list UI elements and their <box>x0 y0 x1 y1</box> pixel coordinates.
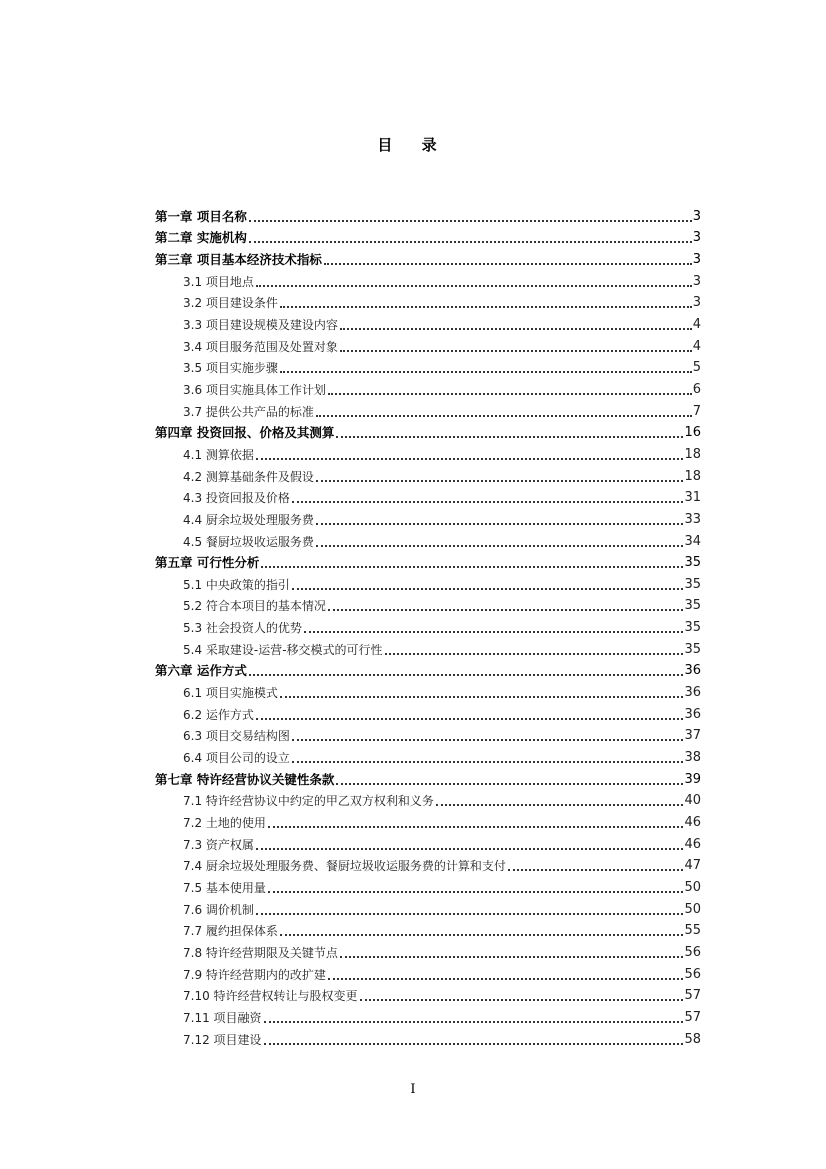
toc-entry-page: 57 <box>684 988 701 1004</box>
toc-section-entry[interactable] <box>155 594 701 616</box>
toc-section-entry[interactable] <box>155 1005 701 1027</box>
toc-entry-label: 7.7 履约担保体系 <box>183 924 278 939</box>
toc-entry-page: 3 <box>692 230 701 246</box>
dot-leader <box>264 1043 684 1045</box>
toc-entry-page: 18 <box>684 468 701 484</box>
toc-section-entry[interactable] <box>155 356 701 378</box>
toc-entry-page: 58 <box>684 1031 701 1047</box>
dot-leader <box>292 501 684 503</box>
toc-entry-page: 4 <box>692 316 701 332</box>
toc-entry-page: 33 <box>684 511 701 527</box>
dot-leader <box>256 848 684 850</box>
toc-section-entry[interactable] <box>155 615 701 637</box>
toc-section-entry[interactable] <box>155 919 701 941</box>
dot-leader <box>256 458 684 460</box>
toc-entry-page: 47 <box>684 858 701 874</box>
dot-leader <box>508 869 684 871</box>
dot-leader <box>249 674 684 676</box>
dot-leader <box>336 783 683 785</box>
toc-section-entry[interactable] <box>155 789 701 811</box>
toc-section-entry[interactable] <box>155 940 701 962</box>
toc-entry-page: 36 <box>684 706 701 722</box>
toc-entry-page: 35 <box>684 620 701 636</box>
table-of-contents <box>155 204 701 1049</box>
toc-entry-label: 6.1 项目实施模式 <box>183 686 278 701</box>
dot-leader <box>316 545 684 547</box>
toc-section-entry[interactable] <box>155 486 701 508</box>
dot-leader <box>280 934 684 936</box>
dot-leader <box>256 718 684 720</box>
toc-entry-page: 39 <box>684 771 701 787</box>
toc-section-entry[interactable] <box>155 745 701 767</box>
toc-entry-page: 38 <box>684 750 701 766</box>
toc-entry-page: 46 <box>684 836 701 852</box>
dot-leader <box>336 436 683 438</box>
toc-entry-page: 6 <box>692 381 701 397</box>
toc-entry-label: 第七章 特许经营协议关键性条款 <box>155 771 335 787</box>
toc-entry-label: 4.5 餐厨垃圾收运服务费 <box>183 534 314 549</box>
toc-entry-label: 3.5 项目实施步骤 <box>183 361 278 376</box>
toc-entry-label: 7.5 基本使用量 <box>183 881 266 895</box>
toc-entry-label: 7.8 特许经营期限及关键节点 <box>183 945 338 960</box>
toc-section-entry[interactable] <box>155 680 701 702</box>
dot-leader <box>256 285 692 287</box>
toc-chapter-entry[interactable] <box>155 421 701 443</box>
toc-entry-label: 第三章 项目基本经济技术指标 <box>155 251 322 267</box>
toc-chapter-entry[interactable] <box>155 551 701 573</box>
toc-section-entry[interactable] <box>155 854 701 876</box>
toc-entry-page: 50 <box>684 880 701 895</box>
dot-leader <box>385 653 684 655</box>
toc-section-entry[interactable] <box>155 529 701 551</box>
toc-section-entry[interactable] <box>155 702 701 724</box>
dot-leader <box>316 523 684 525</box>
toc-entry-page: 55 <box>684 923 701 939</box>
toc-entry-page: 18 <box>684 446 701 462</box>
toc-section-entry[interactable] <box>155 464 701 486</box>
toc-entry-page: 34 <box>684 533 701 549</box>
dot-leader <box>340 328 692 330</box>
toc-entry-label: 3.2 项目建设条件 <box>183 296 278 311</box>
dot-leader <box>328 609 684 611</box>
toc-section-entry[interactable] <box>155 399 701 421</box>
toc-section-entry[interactable] <box>155 637 701 659</box>
toc-entry-page: 3 <box>692 273 701 289</box>
toc-entry-label: 7.11 项目融资 <box>183 1010 262 1025</box>
toc-section-entry[interactable] <box>155 962 701 984</box>
toc-entry-label: 7.4 厨余垃圾处理服务费、餐厨垃圾收运服务费的计算和支付 <box>183 859 506 874</box>
dot-leader <box>292 739 684 741</box>
toc-entry-page: 4 <box>692 338 701 354</box>
toc-section-entry[interactable] <box>155 269 701 291</box>
toc-entry-label: 3.7 提供公共产品的标准 <box>183 404 314 419</box>
toc-chapter-entry[interactable] <box>155 767 701 789</box>
toc-entry-label: 4.4 厨余垃圾处理服务费 <box>183 512 314 527</box>
toc-entry-label: 3.6 项目实施具体工作计划 <box>183 382 326 397</box>
toc-entry-label: 3.3 项目建设规模及建设内容 <box>183 317 338 332</box>
toc-entry-page: 56 <box>684 966 701 982</box>
toc-entry-page: 57 <box>684 1009 701 1025</box>
dot-leader <box>268 891 684 893</box>
toc-section-entry[interactable] <box>155 810 701 832</box>
toc-chapter-entry[interactable] <box>155 204 701 226</box>
dot-leader <box>328 393 692 395</box>
toc-entry-label: 7.2 土地的使用 <box>183 816 266 831</box>
dot-leader <box>280 371 692 373</box>
toc-entry-page: 36 <box>684 685 701 701</box>
dot-leader <box>328 978 684 980</box>
dot-leader <box>292 588 684 590</box>
toc-section-entry[interactable] <box>155 1027 701 1049</box>
toc-entry-label: 7.6 调价机制 <box>183 902 254 917</box>
toc-title: 目 录 <box>377 136 449 154</box>
toc-section-entry[interactable] <box>155 897 701 919</box>
toc-entry-label: 5.1 中央政策的指引 <box>183 577 290 592</box>
dot-leader <box>316 480 684 482</box>
toc-entry-page: 3 <box>692 295 701 311</box>
toc-entry-label: 6.2 运作方式 <box>183 707 254 722</box>
toc-section-entry[interactable] <box>155 984 701 1006</box>
dot-leader <box>264 1021 684 1023</box>
toc-section-entry[interactable] <box>155 377 701 399</box>
dot-leader <box>261 566 683 568</box>
toc-entry-page: 37 <box>684 728 701 744</box>
toc-section-entry[interactable] <box>155 724 701 746</box>
dot-leader <box>304 631 684 633</box>
toc-entry-page: 35 <box>684 641 701 657</box>
toc-entry-page: 7 <box>692 403 701 419</box>
dot-leader <box>280 696 684 698</box>
toc-entry-label: 第四章 投资回报、价格及其测算 <box>155 425 335 441</box>
toc-entry-page: 3 <box>692 208 701 224</box>
toc-entry-page: 56 <box>684 944 701 960</box>
toc-entry-label: 7.3 资产权属 <box>183 837 254 852</box>
toc-chapter-entry[interactable] <box>155 247 701 269</box>
toc-entry-label: 5.4 采取建设-运营-移交模式的可行性 <box>183 642 383 657</box>
dot-leader <box>280 306 692 308</box>
toc-section-entry[interactable] <box>155 334 701 356</box>
toc-entry-label: 第一章 项目名称 <box>155 208 247 224</box>
toc-entry-page: 35 <box>684 555 701 571</box>
toc-entry-label: 3.4 项目服务范围及处置对象 <box>183 339 338 354</box>
dot-leader <box>360 999 684 1001</box>
toc-section-entry[interactable] <box>155 875 701 897</box>
toc-entry-label: 第六章 运作方式 <box>155 663 247 679</box>
dot-leader <box>340 350 692 352</box>
toc-entry-label: 4.1 测算依据 <box>183 447 254 462</box>
toc-entry-page: 40 <box>684 793 701 809</box>
toc-entry-page: 35 <box>684 598 701 614</box>
dot-leader <box>249 220 692 222</box>
toc-section-entry[interactable] <box>155 312 701 334</box>
toc-entry-label: 4.3 投资回报及价格 <box>183 491 290 506</box>
toc-chapter-entry[interactable] <box>155 659 701 681</box>
toc-section-entry[interactable] <box>155 572 701 594</box>
toc-entry-label: 第二章 实施机构 <box>155 230 247 246</box>
toc-section-entry[interactable] <box>155 442 701 464</box>
dot-leader <box>256 913 684 915</box>
toc-entry-label: 6.3 项目交易结构图 <box>183 729 290 744</box>
toc-entry-label: 5.2 符合本项目的基本情况 <box>183 599 326 614</box>
page-number: I <box>410 1082 416 1097</box>
toc-section-entry[interactable] <box>155 832 701 854</box>
dot-leader <box>316 415 692 417</box>
toc-entry-label: 5.3 社会投资人的优势 <box>183 621 302 636</box>
toc-entry-page: 3 <box>692 251 701 267</box>
toc-entry-label: 7.1 特许经营协议中约定的甲乙双方权利和义务 <box>183 794 434 809</box>
toc-entry-page: 46 <box>684 815 701 831</box>
dot-leader <box>249 241 692 243</box>
toc-section-entry[interactable] <box>155 507 701 529</box>
toc-entry-page: 5 <box>692 360 701 376</box>
dot-leader <box>340 956 684 958</box>
toc-entry-page: 50 <box>684 901 701 917</box>
dot-leader <box>268 826 684 828</box>
dot-leader <box>436 804 684 806</box>
toc-entry-page: 35 <box>684 576 701 592</box>
toc-entry-label: 7.10 特许经营权转让与股权变更 <box>183 989 358 1004</box>
dot-leader <box>324 263 692 265</box>
dot-leader <box>292 761 684 763</box>
toc-entry-page: 16 <box>684 425 701 441</box>
toc-chapter-entry[interactable] <box>155 226 701 248</box>
toc-entry-label: 6.4 项目公司的设立 <box>183 751 290 766</box>
toc-entry-label: 7.9 特许经营期内的改扩建 <box>183 967 326 982</box>
toc-entry-label: 3.1 项目地点 <box>183 274 254 289</box>
toc-section-entry[interactable] <box>155 291 701 313</box>
toc-entry-label: 4.2 测算基础条件及假设 <box>183 469 314 484</box>
toc-entry-label: 第五章 可行性分析 <box>155 555 260 571</box>
toc-entry-label: 7.12 项目建设 <box>183 1032 262 1047</box>
toc-entry-page: 36 <box>684 663 701 679</box>
toc-entry-page: 31 <box>684 490 701 506</box>
